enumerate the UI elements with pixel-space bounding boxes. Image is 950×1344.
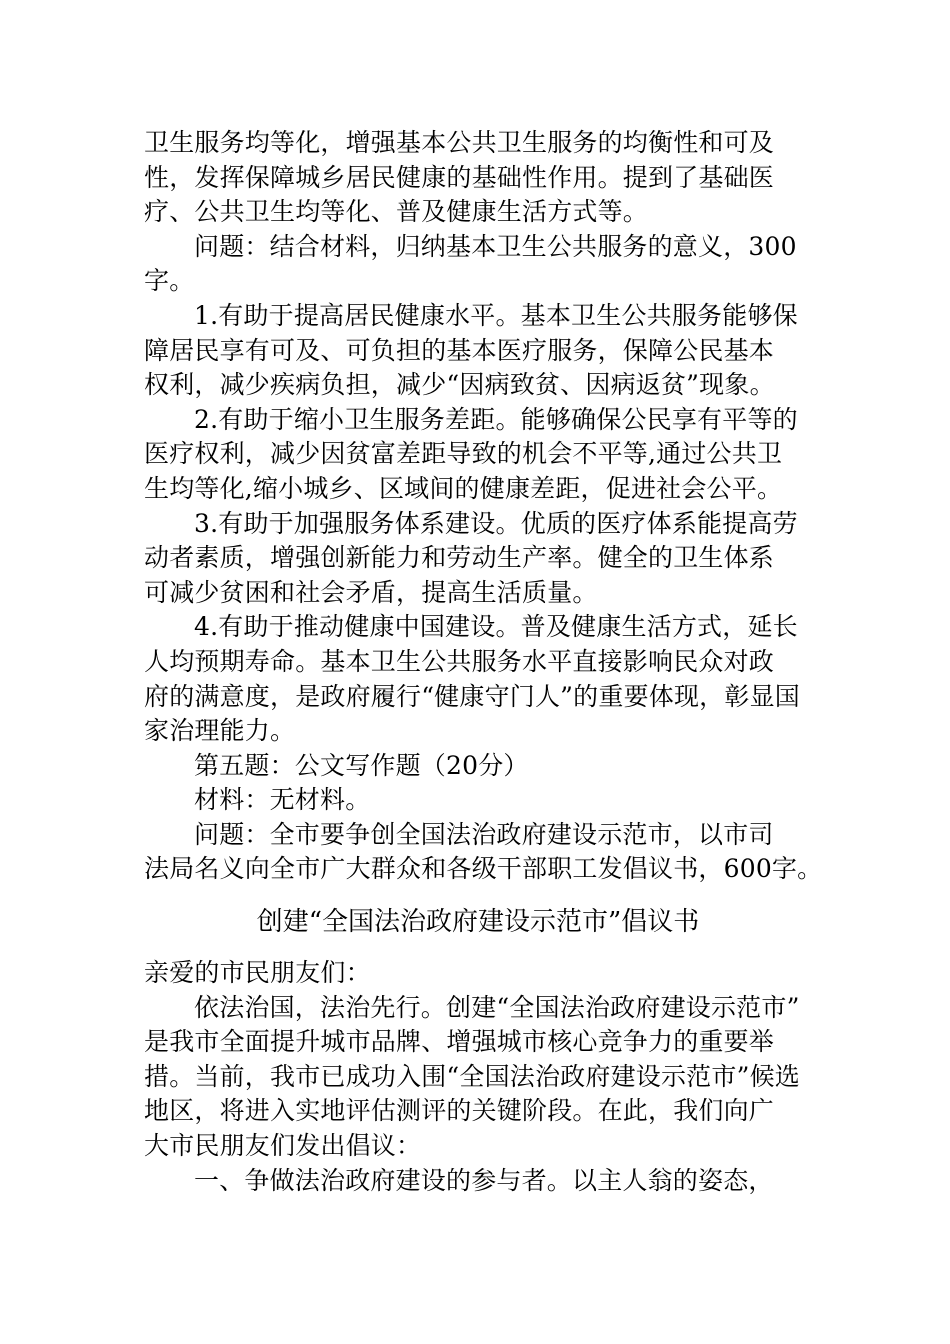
text-line: 字。 bbox=[144, 266, 195, 296]
text-line: 人均预期寿命。基本卫生公共服务水平直接影响民众对政 bbox=[144, 646, 775, 676]
body-text-after-title bbox=[144, 956, 812, 1198]
text-line: 家治理能力。 bbox=[144, 716, 296, 746]
text-line: 权利，减少疾病负担，减少“因病致贫、因病返贫”现象。 bbox=[144, 370, 775, 400]
text-line: 法局名义向全市广大群众和各级干部职工发倡议书，600字。 bbox=[144, 854, 823, 884]
text-line: 措。当前，我市已成功入围“全国法治政府建设示范市”候选 bbox=[144, 1061, 800, 1091]
text-line: 生均等化,缩小城乡、区域间的健康差距，促进社会公平。 bbox=[144, 473, 783, 503]
text-line: 问题：全市要争创全国法治政府建设示范市，以市司 bbox=[194, 819, 774, 849]
document-page bbox=[144, 126, 823, 1198]
text-line: 是我市全面提升城市品牌、增强城市核心竞争力的重要举 bbox=[144, 1027, 775, 1057]
text-line: 医疗权利，减少因贫富差距导致的机会不平等,通过公共卫 bbox=[144, 439, 783, 469]
text-line: 问题：结合材料，归纳基本卫生公共服务的意义，300 bbox=[194, 231, 797, 261]
text-line: 障居民享有可及、可负担的基本医疗服务，保障公民基本 bbox=[144, 335, 775, 365]
text-line: 1.有助于提高居民健康水平。基本卫生公共服务能够保 bbox=[194, 300, 798, 330]
text-line: 府的满意度，是政府履行“健康守门人”的重要体现，彰显国 bbox=[144, 681, 800, 711]
text-line: 2.有助于缩小卫生服务差距。能够确保公民享有平等的 bbox=[194, 404, 798, 434]
text-line: 地区，将进入实地评估测评的关键阶段。在此，我们向广 bbox=[144, 1096, 775, 1126]
text-line: 动者素质，增强创新能力和劳动生产率。健全的卫生体系 bbox=[144, 543, 775, 573]
text-line: 疗、公共卫生均等化、普及健康生活方式等。 bbox=[144, 197, 649, 227]
text-line: 亲爱的市民朋友们： bbox=[144, 958, 371, 988]
text-line: 可减少贫困和社会矛盾，提高生活质量。 bbox=[144, 577, 598, 607]
text-line: 一、争做法治政府建设的参与者。以主人翁的姿态， bbox=[194, 1165, 774, 1195]
text-line: 卫生服务均等化，增强基本公共卫生服务的均衡性和可及 bbox=[144, 128, 775, 157]
body-text-before-title bbox=[144, 126, 823, 887]
text-line: 大市民朋友们发出倡议： bbox=[144, 1131, 422, 1161]
text-line: 4.有助于推动健康中国建设。普及健康生活方式，延长 bbox=[194, 612, 798, 642]
text-line: 3.有助于加强服务体系建设。优质的医疗体系能提高劳 bbox=[194, 508, 798, 538]
document-title: 创建“全国法治政府建设示范市”倡议书 bbox=[256, 907, 700, 938]
text-line: 性，发挥保障城乡居民健康的基础性作用。提到了基础医 bbox=[144, 162, 775, 192]
text-line: 第五题：公文写作题（20分） bbox=[194, 750, 529, 780]
text-line: 依法治国，法治先行。创建“全国法治政府建设示范市” bbox=[194, 992, 800, 1022]
text-line: 材料：无材料。 bbox=[194, 785, 371, 815]
